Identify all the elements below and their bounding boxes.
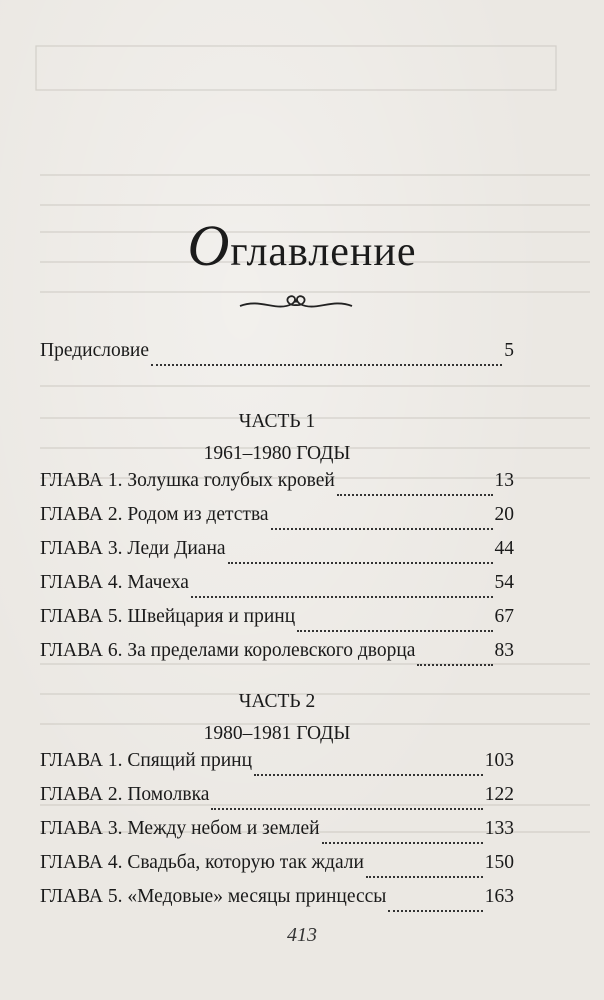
toc-entry-preface[interactable] (40, 340, 514, 374)
leader-dots (254, 774, 483, 776)
toc-entry[interactable] (40, 886, 514, 920)
toc-entry[interactable] (40, 572, 514, 606)
toc-entry-page: 103 (484, 750, 514, 771)
toc-entry-page: 150 (484, 852, 514, 873)
leader-dots (337, 494, 493, 496)
toc-entry-label: ГЛАВА 1. Спящий принц (40, 750, 253, 771)
toc-entry-page: 44 (494, 538, 514, 559)
toc-entry[interactable] (40, 470, 514, 504)
leader-dots (388, 910, 482, 912)
toc-entry-page: 163 (484, 886, 514, 907)
leader-dots (417, 664, 492, 666)
toc-entry[interactable] (40, 538, 514, 572)
toc-entry-label: ГЛАВА 1. Золушка голубых кровей (40, 470, 335, 491)
toc-entry-label: ГЛАВА 6. За пределами королевского дворца (40, 640, 416, 661)
toc-entry-label: Предисловие (40, 340, 150, 361)
toc-entry-page: 54 (494, 572, 514, 593)
table-of-contents (40, 340, 514, 920)
leader-dots (366, 876, 483, 878)
leader-dots (297, 630, 492, 632)
toc-entry-page: 20 (494, 504, 514, 525)
toc-entry[interactable] (40, 852, 514, 886)
toc-entry-page: 83 (494, 640, 514, 661)
leader-dots (228, 562, 493, 564)
toc-entry-label: ГЛАВА 4. Свадьба, которую так ждали (40, 852, 364, 873)
leader-dots (151, 364, 502, 366)
toc-entry-label: ГЛАВА 3. Леди Диана (40, 538, 226, 559)
toc-entry-label: ГЛАВА 3. Между небом и землей (40, 818, 320, 839)
toc-entry-page: 13 (494, 470, 514, 491)
toc-entry-page: 133 (484, 818, 514, 839)
toc-entry-page: 67 (494, 606, 514, 627)
title-rest: главление (230, 229, 417, 275)
part-years: 1980–1981 ГОДЫ (203, 723, 351, 744)
toc-entry[interactable] (40, 818, 514, 852)
toc-entry[interactable] (40, 784, 514, 818)
title-initial: О (187, 213, 231, 278)
toc-entry-label: ГЛАВА 2. Помолвка (40, 784, 210, 805)
toc-entry[interactable] (40, 750, 514, 784)
part-heading: ЧАСТЬ 2 (238, 691, 316, 712)
toc-entry-label: ГЛАВА 5. Швейцария и принц (40, 606, 296, 627)
part-heading: ЧАСТЬ 1 (238, 411, 316, 432)
toc-entry-label: ГЛАВА 5. «Медовые» месяцы принцессы (40, 886, 387, 907)
toc-entry-label: ГЛАВА 4. Мачеха (40, 572, 189, 593)
leader-dots (191, 596, 493, 598)
leader-dots (211, 808, 482, 810)
toc-entry[interactable] (40, 640, 514, 674)
part-years: 1961–1980 ГОДЫ (203, 443, 351, 464)
toc-entry-label: ГЛАВА 2. Родом из детства (40, 504, 269, 525)
page-title (0, 212, 604, 279)
leader-dots (271, 528, 493, 530)
toc-entry[interactable] (40, 504, 514, 538)
flourish-ornament-icon (236, 288, 356, 318)
toc-entry-page: 122 (484, 784, 514, 805)
toc-entry-page: 5 (504, 340, 514, 361)
page-number: 413 (287, 924, 317, 946)
leader-dots (322, 842, 483, 844)
toc-entry[interactable] (40, 606, 514, 640)
